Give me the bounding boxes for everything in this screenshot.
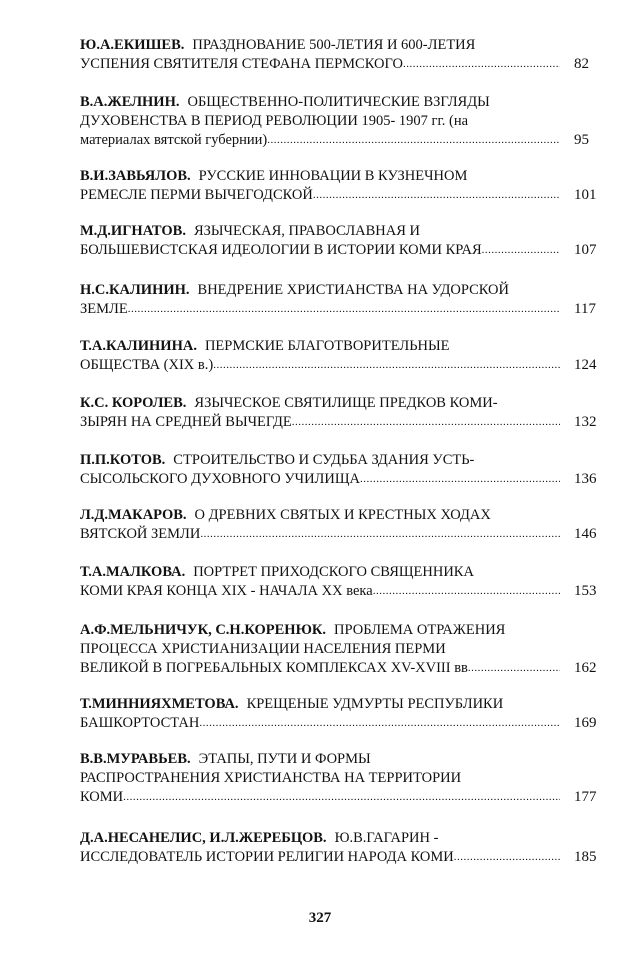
entry-title-line: ЗЕМЛЕ <box>80 301 128 317</box>
entry-title-line: ЗЫРЯН НА СРЕДНЕЙ ВЫЧЕГДЕ <box>80 414 292 430</box>
entry-line <box>80 451 560 470</box>
entry-page-number: 146 <box>574 526 597 542</box>
entry-text <box>80 659 468 678</box>
entry-line <box>80 55 610 74</box>
entry-line <box>80 413 610 432</box>
entry-title-line: ЯЗЫЧЕСКОЕ СВЯТИЛИЩЕ ПРЕДКОВ КОМИ- <box>194 395 498 411</box>
dot-leader <box>292 413 560 432</box>
entry-author: Т.А.КАЛИНИНА. <box>80 338 197 354</box>
dot-leader <box>482 241 560 260</box>
dot-leader <box>373 582 560 601</box>
toc-entry <box>80 167 610 205</box>
toc-entry <box>80 281 610 319</box>
entry-title-line: ПРОЦЕССА ХРИСТИАНИЗАЦИИ НАСЕЛЕНИЯ ПЕРМИ <box>80 641 446 657</box>
entry-text <box>80 168 467 184</box>
entry-title-line: КРЕЩЕНЫЕ УДМУРТЫ РЕСПУБЛИКИ <box>246 696 504 712</box>
entry-line <box>80 186 610 205</box>
entry-author: М.Д.ИГНАТОВ. <box>80 223 186 239</box>
entry-line <box>80 470 610 489</box>
entry-page-number: 185 <box>574 849 597 865</box>
entry-title-line: ПРАЗДНОВАНИЕ 500-ЛЕТИЯ И 600-ЛЕТИЯ <box>192 37 476 53</box>
entry-line <box>80 640 560 659</box>
entry-line <box>80 131 610 150</box>
entry-title-line: ОБЩЕСТВЕННО-ПОЛИТИЧЕСКИЕ ВЗГЛЯДЫ <box>187 94 490 110</box>
entry-line <box>80 848 610 867</box>
entry-text <box>80 641 446 657</box>
entry-text <box>80 470 360 489</box>
entry-text <box>80 507 491 523</box>
entry-line <box>80 525 610 544</box>
entry-text <box>80 770 461 786</box>
dot-leader <box>200 525 560 544</box>
entry-line <box>80 300 610 319</box>
page-number: 327 <box>308 910 332 926</box>
entry-page-number: 132 <box>574 414 597 430</box>
entry-page-number: 95 <box>574 132 589 148</box>
dot-leader <box>313 186 560 205</box>
entry-line <box>80 769 560 788</box>
entry-author: В.А.ЖЕЛНИН. <box>80 94 180 110</box>
entry-line <box>80 112 560 131</box>
entry-text <box>80 830 438 846</box>
entry-line <box>80 695 560 714</box>
entry-author: Л.Д.МАКАРОВ. <box>80 507 187 523</box>
entry-line <box>80 788 610 807</box>
entry-title-line: РАСПРОСТРАНЕНИЯ ХРИСТИАНСТВА НА ТЕРРИТОРИИ <box>80 770 462 786</box>
entry-line <box>80 222 560 241</box>
entry-title-line: БОЛЬШЕВИСТСКАЯ ИДЕОЛОГИИ В ИСТОРИИ КОМИ КРАЯ <box>80 242 482 258</box>
toc-entry <box>80 506 610 544</box>
dot-leader <box>213 356 560 375</box>
entry-title-line: КОМИ <box>80 789 124 805</box>
toc-entry <box>80 563 610 601</box>
entry-text <box>80 94 490 110</box>
entry-title-line: ЭТАПЫ, ПУТИ И ФОРМЫ <box>198 751 371 767</box>
entry-title-line: ПРОБЛЕМА ОТРАЖЕНИЯ <box>334 622 506 638</box>
entry-title-line: ВЯТСКОЙ ЗЕМЛИ <box>80 526 201 542</box>
entry-text <box>80 525 200 544</box>
entry-title-line: ЯЗЫЧЕСКАЯ, ПРАВОСЛАВНАЯ И <box>193 223 421 239</box>
entry-text <box>80 282 509 298</box>
toc-entry <box>80 337 610 375</box>
entry-page-number: 169 <box>574 715 597 731</box>
toc-entry <box>80 93 610 150</box>
entry-page-number: 153 <box>574 583 597 599</box>
toc-entry <box>80 36 610 74</box>
entry-line <box>80 829 560 848</box>
entry-author: Т.МИННИЯХМЕТОВА. <box>80 696 239 712</box>
entry-line <box>80 563 560 582</box>
dot-leader <box>403 55 560 74</box>
entry-author: П.П.КОТОВ. <box>80 452 166 468</box>
entry-author: Т.А.МАЛКОВА. <box>80 564 186 580</box>
entry-text <box>80 622 505 638</box>
dot-leader <box>468 659 560 678</box>
entry-title-line: ВЕЛИКОЙ В ПОГРЕБАЛЬНЫХ КОМПЛЕКСАХ XV-XVIII вв <box>80 660 468 676</box>
entry-title-line: РУССКИЕ ИННОВАЦИИ В КУЗНЕЧНОМ <box>198 168 468 184</box>
entry-text <box>80 113 468 129</box>
entry-title-line: ВНЕДРЕНИЕ ХРИСТИАНСТВА НА УДОРСКОЙ <box>197 282 509 298</box>
entry-line <box>80 167 560 186</box>
entry-author: В.В.МУРАВЬЕВ. <box>80 751 191 767</box>
entry-text <box>80 37 475 53</box>
toc-entry <box>80 621 610 678</box>
entry-title-line: БАШКОРТОСТАН <box>80 715 200 731</box>
entry-text <box>80 223 420 239</box>
entry-author: А.Ф.МЕЛЬНИЧУК, С.Н.КОРЕНЮК. <box>80 622 327 638</box>
entry-text <box>80 241 482 260</box>
entry-text <box>80 848 454 867</box>
entry-author: Ю.А.ЕКИШЕВ. <box>80 37 185 53</box>
entry-text <box>80 714 199 733</box>
toc-entry <box>80 451 610 489</box>
entry-text <box>80 300 128 319</box>
entry-line <box>80 714 610 733</box>
entry-text <box>80 395 498 411</box>
entry-page-number: 124 <box>574 357 597 373</box>
entry-text <box>80 131 267 150</box>
entry-line <box>80 750 560 769</box>
entry-title-line: ПЕРМСКИЕ БЛАГОТВОРИТЕЛЬНЫЕ <box>204 338 450 354</box>
entry-line <box>80 36 560 55</box>
entry-title-line: Ю.В.ГАГАРИН - <box>334 830 439 846</box>
entry-title-line: ОБЩЕСТВА (XIX в.) <box>80 357 214 373</box>
entry-text <box>80 788 123 807</box>
toc-entry <box>80 750 610 807</box>
toc-entry <box>80 695 610 733</box>
dot-leader <box>267 131 560 150</box>
entry-author: К.С. КОРОЛЕВ. <box>80 395 187 411</box>
dot-leader <box>123 788 560 807</box>
entry-line <box>80 356 610 375</box>
entry-title-line: РЕМЕСЛЕ ПЕРМИ ВЫЧЕГОДСКОЙ <box>80 187 313 203</box>
entry-title-line: материалах вятской губернии) <box>80 132 268 148</box>
entry-text <box>80 413 292 432</box>
entry-line <box>80 582 610 601</box>
entry-title-line: УСПЕНИЯ СВЯТИТЕЛЯ СТЕФАНА ПЕРМСКОГО <box>80 56 403 72</box>
entry-author: Н.С.КАЛИНИН. <box>80 282 190 298</box>
dot-leader <box>199 714 560 733</box>
entry-page-number: 136 <box>574 471 597 487</box>
entry-page-number: 177 <box>574 789 597 805</box>
entry-title-line: СТРОИТЕЛЬСТВО И СУДЬБА ЗДАНИЯ УСТЬ- <box>173 452 475 468</box>
entry-title-line: ДУХОВЕНСТВА В ПЕРИОД РЕВОЛЮЦИИ 1905- 1907 гг. (на <box>80 113 469 129</box>
entry-line <box>80 281 560 300</box>
entry-page-number: 82 <box>574 56 589 72</box>
entry-line <box>80 394 560 413</box>
entry-author: Д.А.НЕСАНЕЛИС, И.Л.ЖЕРЕБЦОВ. <box>80 830 327 846</box>
dot-leader <box>360 470 560 489</box>
entry-title-line: СЫСОЛЬСКОГО ДУХОВНОГО УЧИЛИЩА <box>80 471 360 487</box>
toc-entry <box>80 222 610 260</box>
entry-text <box>80 582 373 601</box>
entry-author: В.И.ЗАВЬЯЛОВ. <box>80 168 191 184</box>
entry-line <box>80 241 610 260</box>
entry-text <box>80 564 474 580</box>
entry-line <box>80 506 560 525</box>
entry-page-number: 117 <box>574 301 596 317</box>
entry-text <box>80 338 450 354</box>
dot-leader <box>454 848 560 867</box>
entry-text <box>80 696 503 712</box>
entry-line <box>80 337 560 356</box>
entry-text <box>80 452 474 468</box>
entry-text <box>80 55 403 74</box>
entry-title-line: ИССЛЕДОВАТЕЛЬ ИСТОРИИ РЕЛИГИИ НАРОДА КОМИ <box>80 849 454 865</box>
toc-entry <box>80 829 610 867</box>
entry-page-number: 101 <box>574 187 597 203</box>
entry-page-number: 107 <box>574 242 597 258</box>
entry-text <box>80 186 313 205</box>
toc-entry <box>80 394 610 432</box>
entry-page-number: 162 <box>574 660 597 676</box>
dot-leader <box>128 300 560 319</box>
entry-title-line: О ДРЕВНИХ СВЯТЫХ И КРЕСТНЫХ ХОДАХ <box>194 507 491 523</box>
entry-text <box>80 356 213 375</box>
entry-line <box>80 659 610 678</box>
entry-title-line: ПОРТРЕТ ПРИХОДСКОГО СВЯЩЕННИКА <box>193 564 474 580</box>
entry-line <box>80 621 560 640</box>
entry-text <box>80 751 371 767</box>
entry-title-line: КОМИ КРАЯ КОНЦА XIX - НАЧАЛА XX века <box>80 583 373 599</box>
entry-line <box>80 93 560 112</box>
